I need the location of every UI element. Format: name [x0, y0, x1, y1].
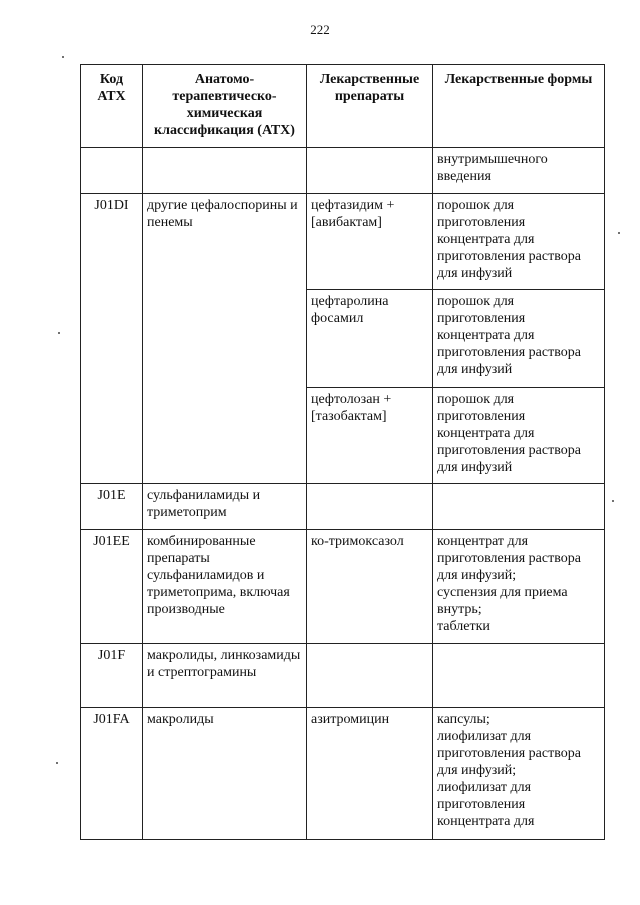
cell-drug: цефтолозан + [тазобактам]: [307, 388, 433, 484]
table-row: [81, 708, 605, 840]
scan-speck: [618, 232, 620, 234]
cell-classification: макролиды: [143, 708, 307, 840]
cell-drug: цефтазидим + [авибактам]: [307, 194, 433, 290]
cell-forms: капсулы; лиофилизат для приготовления раствора для инфузий; лиофилизат для приготовления концентрата для: [433, 708, 605, 840]
scan-speck: [58, 332, 60, 334]
cell-classification: комбинированные препараты сульфаниламидов и триметоприма, включая производные: [143, 530, 307, 644]
header-forms: Лекарственные формы: [433, 65, 605, 148]
cell-code: J01F: [81, 644, 143, 708]
cell-classification: другие цефалоспорины и пенемы: [143, 194, 307, 484]
cell-forms: порошок для приготовления концентрата для приготовления раствора для инфузий: [433, 194, 605, 290]
table-row: [81, 194, 605, 290]
table-header-row: [81, 65, 605, 148]
scan-speck: [612, 500, 614, 502]
cell-drug: [307, 148, 433, 194]
cell-drug: [307, 644, 433, 708]
scan-speck: [56, 762, 58, 764]
cell-code: J01DI: [81, 194, 143, 484]
cell-code: J01EE: [81, 530, 143, 644]
cell-drug: азитромицин: [307, 708, 433, 840]
cell-code: J01FA: [81, 708, 143, 840]
table-row: [81, 644, 605, 708]
cell-drug: ко-тримоксазол: [307, 530, 433, 644]
table-row: [81, 148, 605, 194]
cell-forms: порошок для приготовления концентрата для приготовления раствора для инфузий: [433, 290, 605, 388]
cell-drug: цефтаролина фосамил: [307, 290, 433, 388]
table-row: [81, 484, 605, 530]
cell-forms: [433, 644, 605, 708]
cell-code: [81, 148, 143, 194]
cell-classification: макролиды, линкозамиды и стрептограмины: [143, 644, 307, 708]
atx-table: [80, 64, 605, 840]
cell-classification: сульфаниламиды и триметоприм: [143, 484, 307, 530]
cell-drug: [307, 484, 433, 530]
page-number: 222: [310, 22, 330, 37]
cell-forms: концентрат для приготовления раствора для инфузий; суспензия для приема внутрь; таблетки: [433, 530, 605, 644]
cell-classification: [143, 148, 307, 194]
header-drugs: Лекарственные препараты: [307, 65, 433, 148]
scan-speck: [62, 56, 64, 58]
header-code: Код АТХ: [81, 65, 143, 148]
table-row: [81, 530, 605, 644]
cell-forms: внутримышечного введения: [433, 148, 605, 194]
cell-forms: [433, 484, 605, 530]
header-classification: Анатомо-терапевтическо-химическая классификация (АТХ): [143, 65, 307, 148]
cell-forms: порошок для приготовления концентрата для приготовления раствора для инфузий: [433, 388, 605, 484]
cell-code: J01E: [81, 484, 143, 530]
